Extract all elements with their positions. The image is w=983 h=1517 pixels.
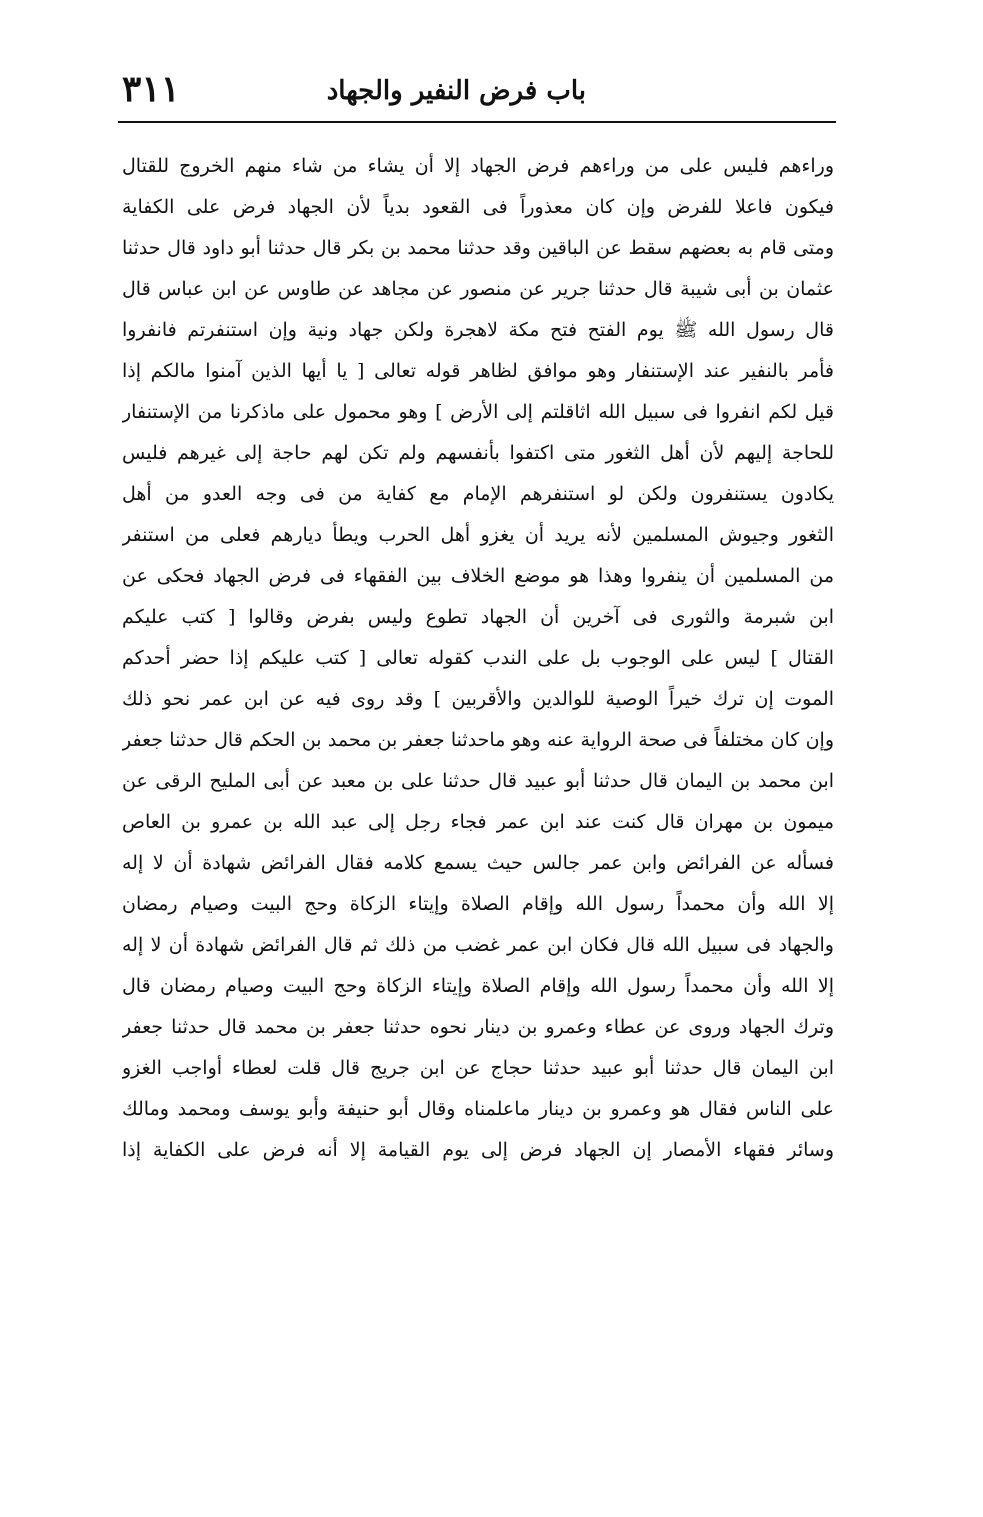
text-line: للحاجة إليهم لأن أهل الثغور متى اكتفوا بأنفسهم ولم تكن لهم حاجة إلى غيرهم فليس [122,442,834,464]
text-line: الموت إن ترك خيراً الوصية للوالدين والأقربين ] وقد روى فيه عن ابن عمر نحو ذلك [122,688,834,710]
text-line: وترك الجهاد وروى عن عطاء وعمرو بن دينار نحوه حدثنا جعفر بن محمد قال حدثنا جعفر [122,1016,834,1038]
text-line: إلا الله وأن محمداً رسول الله وإقام الصلاة وإيتاء الزكاة وحج البيت وصيام رمضان [122,893,834,915]
text-line: ابن اليمان قال حدثنا أبو عبيد حدثنا حجاج عن ابن جريج قال قلت لعطاء أواجب الغزو [122,1057,834,1079]
text-line: فسأله عن الفرائض وابن عمر جالس حيث يسمع كلامه فقال الفرائض شهادة أن لا إله [122,852,834,874]
header-rule [118,121,836,123]
text-line: قال رسول الله ﷺ يوم الفتح فتح مكة لاهجرة ولكن جهاد ونية وإن استنفرتم فانفروا [122,319,834,341]
text-line: يكادون يستنفرون ولكن لو استنفرهم الإمام مع كفاية من فى وجه العدو من أهل [122,483,834,505]
text-line: عثمان بن أبى شيبة قال حدثنا جرير عن منصور عن مجاهد عن طاوس عن ابن عباس قال [122,278,834,300]
text-line: على الناس فقال هو وعمرو بن دينار ماعلمناه وقال أبو حنيفة وأبو يوسف ومحمد ومالك [122,1098,834,1120]
page-number: ٣١١ [122,68,181,110]
text-line: وراءهم فليس على من وراءهم فرض الجهاد إلا أن يشاء من شاء منهم الخروج للقتال [122,155,834,177]
text-line: ابن محمد بن اليمان قال حدثنا أبو عبيد قال حدثنا على بن معبد عن أبى المليح الرقى عن [122,770,834,792]
text-line: والجهاد فى سبيل الله قال فكان ابن عمر غضب من ذلك ثم قال الفرائض شهادة أن لا إله [122,934,834,956]
chapter-title: باب فرض النفير والجهاد [326,76,586,106]
text-line: فأمر بالنفير عند الإستنفار وهو موافق لظاهر قوله تعالى [ يا أيها الذين آمنوا مالكم إذا [122,360,834,382]
text-line: وإن كان مختلفاً فى صحة الرواية عنه وهو ماحدثنا جعفر بن محمد بن الحكم قال حدثنا جعفر [122,729,834,751]
text-line: إلا الله وأن محمداً رسول الله وإقام الصلاة وإيتاء الزكاة وحج البيت وصيام رمضان قال [122,975,834,997]
text-line: ابن شبرمة والثورى فى آخرين أن الجهاد تطوع وليس بفرض وقالوا [ كتب عليكم [122,606,834,628]
text-line: الثغور وجيوش المسلمين لأنه يريد أن يغزو أهل الحرب ويطأ ديارهم فعلى من استنفر [122,524,834,546]
body-text [122,146,834,1171]
text-line: ومتى قام به بعضهم سقط عن الباقين وقد حدثنا محمد بن بكر قال حدثنا أبو داود قال حدثنا [122,237,834,259]
text-line: فيكون فاعلا للفرض وإن كان معذوراً فى القعود بدياً لأن الجهاد فرض على الكفاية [122,196,834,218]
page-header [118,68,836,120]
text-line: قيل لكم انفروا فى سبيل الله اثاقلتم إلى الأرض ] وهو محمول على ماذكرنا من الإستنفار [122,401,834,423]
text-line: ميمون بن مهران قال كنت عند ابن عمر فجاء رجل إلى عبد الله بن عمرو بن العاص [122,811,834,833]
text-line: وسائر فقهاء الأمصار إن الجهاد فرض إلى يوم القيامة إلا أنه فرض على الكفاية إذا [122,1139,834,1161]
text-line: القتال ] ليس على الوجوب بل على الندب كقوله تعالى [ كتب عليكم إذا حضر أحدكم [122,647,834,669]
text-line: من المسلمين أن ينفروا وهذا هو موضع الخلاف بين الفقهاء فى فرض الجهاد فحكى عن [122,565,834,587]
